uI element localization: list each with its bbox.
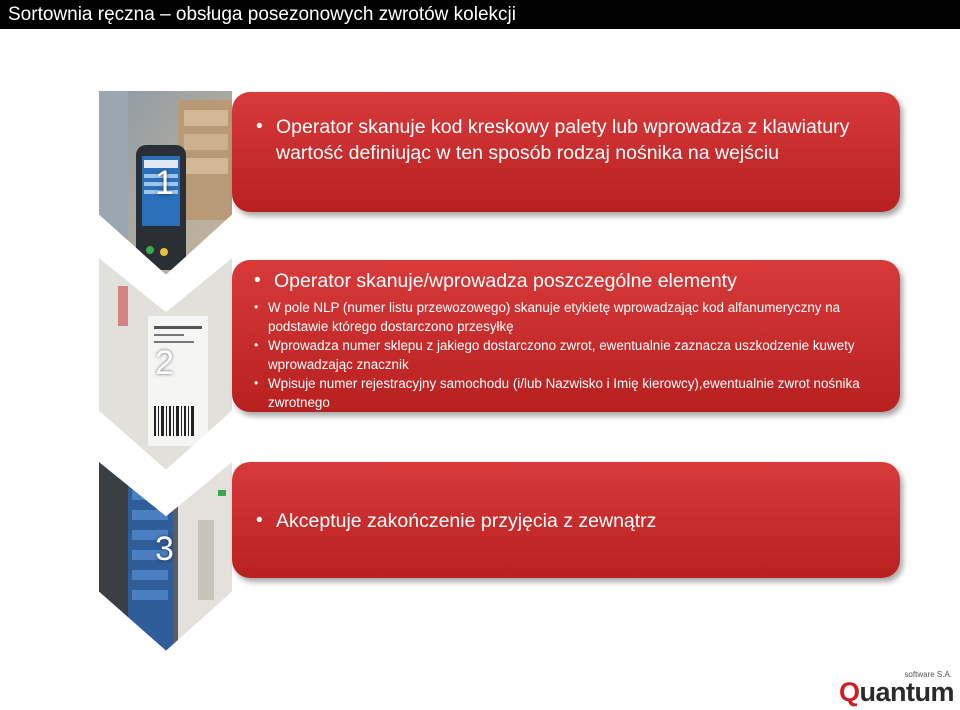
step-2-item: • Operator skanuje/wprowadza poszczególne elementy: [254, 270, 737, 292]
step-1-chevron: [98, 90, 233, 276]
step-2-subitem: • Wprowadza numer sklepu z jakiego dostarczono zwrot, ewentualnie zaznacza uszkodzenie kuwety wprowadzając znacznik: [254, 338, 855, 372]
bullet-icon: •: [254, 300, 259, 314]
bullet-icon: •: [254, 376, 259, 390]
bullet-icon: •: [256, 510, 263, 531]
logo-tagline: software S.A.: [904, 670, 952, 679]
step-1-number: 1: [155, 164, 174, 202]
step-2-chevron: [98, 256, 233, 471]
step-2-subitem: • Wpisuje numer rejestracyjny samochodu (i/lub Nazwisko i Imię kierowcy),ewentualnie zwrot nośnika zwrotnego: [254, 376, 860, 410]
step-2-panel: [232, 260, 900, 412]
step-1-item: • Operator skanuje kod kreskowy palety lub wprowadza z klawiatury wartość definiując w ten sposób rodzaj nośnika na wejściu: [256, 116, 850, 164]
step-3-chevron: [98, 460, 233, 652]
bullet-icon: •: [254, 338, 259, 352]
quantum-logo: [824, 670, 954, 710]
step-2-subitem: • W pole NLP (numer listu przewozowego) skanuje etykietę wprowadzając kod alfanumeryczny na podstawie którego dostarczono przesyłkę: [254, 300, 841, 334]
step-3-number: 3: [155, 530, 174, 568]
slide-title: Sortownia ręczna – obsługa posezonowych zwrotów kolekcji: [0, 0, 960, 29]
bullet-icon: •: [256, 116, 263, 137]
step-2-number: 2: [155, 344, 174, 382]
bullet-icon: •: [254, 270, 261, 291]
step-3-panel: [232, 462, 900, 578]
step-1-panel: [232, 92, 900, 212]
logo-wordmark: Quantum: [838, 677, 954, 707]
step-3-item: • Akceptuje zakończenie przyjęcia z zewnątrz: [256, 510, 657, 532]
